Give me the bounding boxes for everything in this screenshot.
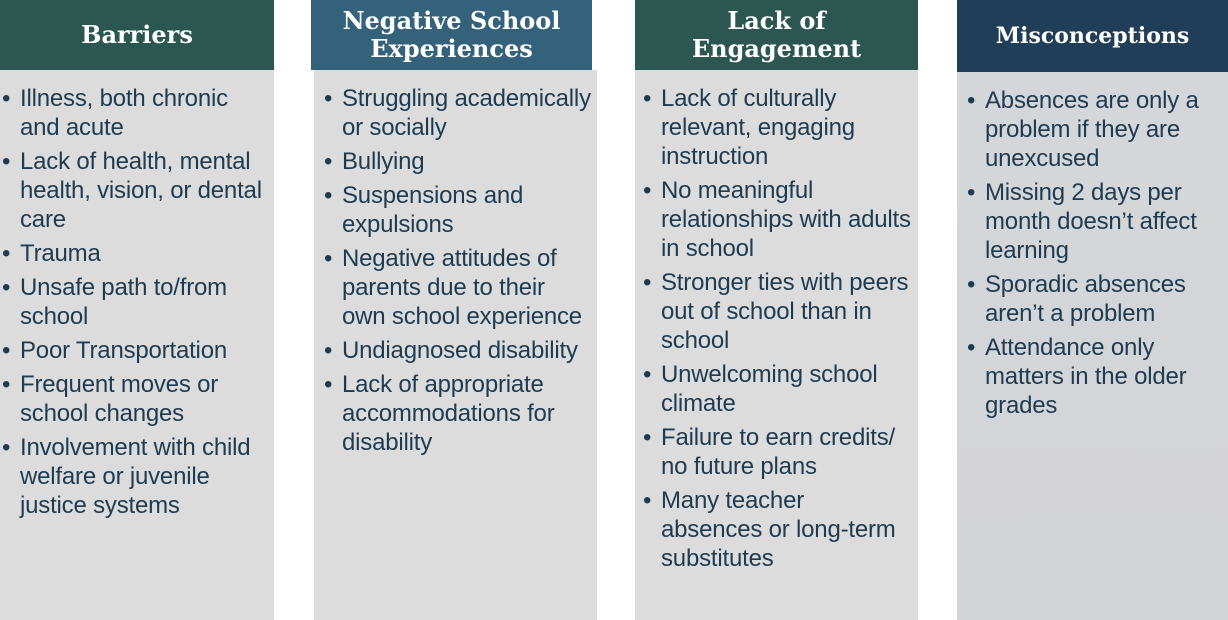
- list-item: • Sporadic absences aren’t a problem: [965, 270, 1223, 328]
- column-title: Lack of Engagement: [691, 6, 862, 63]
- list-item: • Bullying: [322, 147, 592, 176]
- column-negative-school-experiences: [311, 0, 597, 620]
- column-title: Negative School Experiences: [342, 6, 561, 63]
- list-item: • Unsafe path to/from school: [0, 273, 262, 331]
- column-body-negative-school-experiences: [314, 70, 597, 620]
- column-barriers: [0, 0, 274, 620]
- column-header-barriers: [0, 0, 274, 70]
- column-body-lack-of-engagement: [635, 70, 918, 620]
- list-item: • Missing 2 days per month doesn’t affect learning: [965, 178, 1223, 265]
- list-item: • Many teacher absences or long-term substitutes: [641, 486, 911, 573]
- list-item: • Undiagnosed disability: [322, 336, 592, 365]
- column-body-barriers: [0, 70, 274, 620]
- column-header-misconceptions: [957, 0, 1228, 72]
- list-item: • Poor Transportation: [0, 336, 262, 365]
- list-item: • Attendance only matters in the older grades: [965, 333, 1223, 420]
- column-title: Barriers: [81, 20, 193, 49]
- list-item: • Failure to earn credits/ no future plans: [641, 423, 911, 481]
- column-title: Misconceptions: [995, 23, 1190, 49]
- list-item: • Illness, both chronic and acute: [0, 84, 262, 142]
- list-item: • No meaningful relationships with adults in school: [641, 176, 911, 263]
- list-item: • Absences are only a problem if they are unexcused: [965, 86, 1223, 173]
- list-item: • Unwelcoming school climate: [641, 360, 911, 418]
- column-header-lack-of-engagement: [635, 0, 918, 70]
- column-body-misconceptions: [957, 72, 1228, 620]
- bullet-list: [635, 70, 911, 573]
- column-header-negative-school-experiences: [311, 0, 592, 70]
- list-item: • Trauma: [0, 239, 262, 268]
- list-item: • Frequent moves or school changes: [0, 370, 262, 428]
- bullet-list: [0, 70, 262, 520]
- list-item: • Involvement with child welfare or juvenile justice systems: [0, 433, 262, 520]
- list-item: • Struggling academically or socially: [322, 84, 592, 142]
- column-lack-of-engagement: [635, 0, 918, 620]
- list-item: • Lack of health, mental health, vision, or dental care: [0, 147, 262, 234]
- bullet-list: [957, 72, 1223, 420]
- list-item: • Lack of culturally relevant, engaging instruction: [641, 84, 911, 171]
- bullet-list: [314, 70, 592, 457]
- list-item: • Stronger ties with peers out of school than in school: [641, 268, 911, 355]
- column-misconceptions: [957, 0, 1228, 620]
- list-item: • Negative attitudes of parents due to their own school experience: [322, 244, 592, 331]
- list-item: • Lack of appropriate accommodations for disability: [322, 370, 592, 457]
- list-item: • Suspensions and expulsions: [322, 181, 592, 239]
